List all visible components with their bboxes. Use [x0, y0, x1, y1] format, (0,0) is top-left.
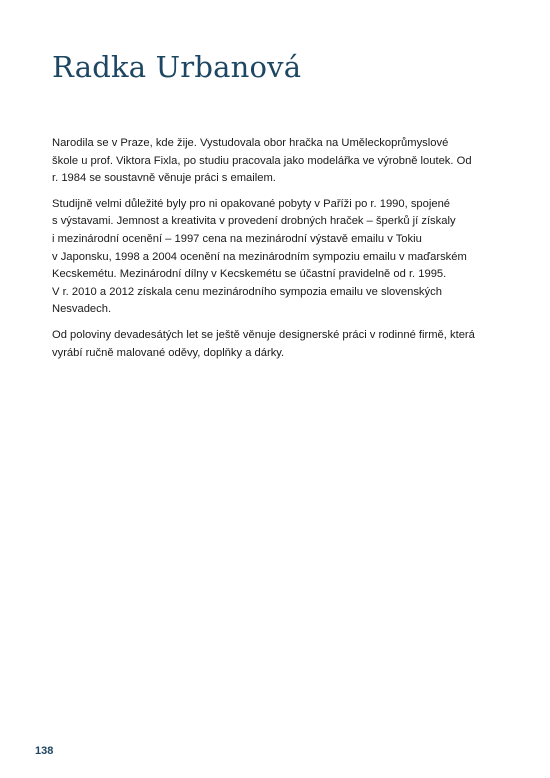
paragraph-line: s výstavami. Jemnost a kreativita v provedení drobných hraček – šperků jí získaly — [52, 215, 456, 228]
page-number: 138 — [35, 745, 54, 757]
paragraph-line: v Japonsku, 1998 a 2004 ocenění na mezinárodním sympoziu emailu v maďarském — [52, 250, 467, 263]
paragraph-line: i mezinárodní ocenění – 1997 cena na mezinárodní výstavě emailu v Tokiu — [52, 232, 422, 245]
paragraph-line: Narodila se v Praze, kde žije. Vystudovala obor hračka na Uměleckoprůmyslové — [52, 137, 449, 149]
paragraph-2 — [52, 196, 500, 319]
paragraph-line: škole u prof. Viktora Fixla, po studiu pracovala jako modelářka ve výrobně loutek. Od — [52, 154, 472, 167]
paragraph-line: Studijně velmi důležité byly pro ni opakované pobyty v Paříži po r. 1990, spojené — [52, 197, 451, 210]
paragraph-line: Od poloviny devadesátých let se ještě věnuje designerské práci v rodinné firmě, která — [52, 328, 475, 341]
paragraph-line: V r. 2010 a 2012 získala cenu mezinárodního sympozia emailu ve slovenských — [52, 285, 442, 298]
paragraph-line: Kecskemétu. Mezinárodní dílny v Kecskemétu se účastní pravidelně od r. 1995. — [52, 268, 447, 281]
paragraph-line: r. 1984 se soustavně věnuje práci s emailem. — [52, 172, 276, 185]
paragraph-line: Nesvadech. — [52, 303, 112, 316]
paragraph-3 — [52, 327, 500, 362]
page-title: Radka Urbanová — [52, 50, 302, 84]
body-text — [52, 135, 500, 370]
paragraph-line: vyrábí ručně malované oděvy, doplňky a dárky. — [52, 346, 285, 359]
paragraph-1 — [52, 135, 500, 188]
